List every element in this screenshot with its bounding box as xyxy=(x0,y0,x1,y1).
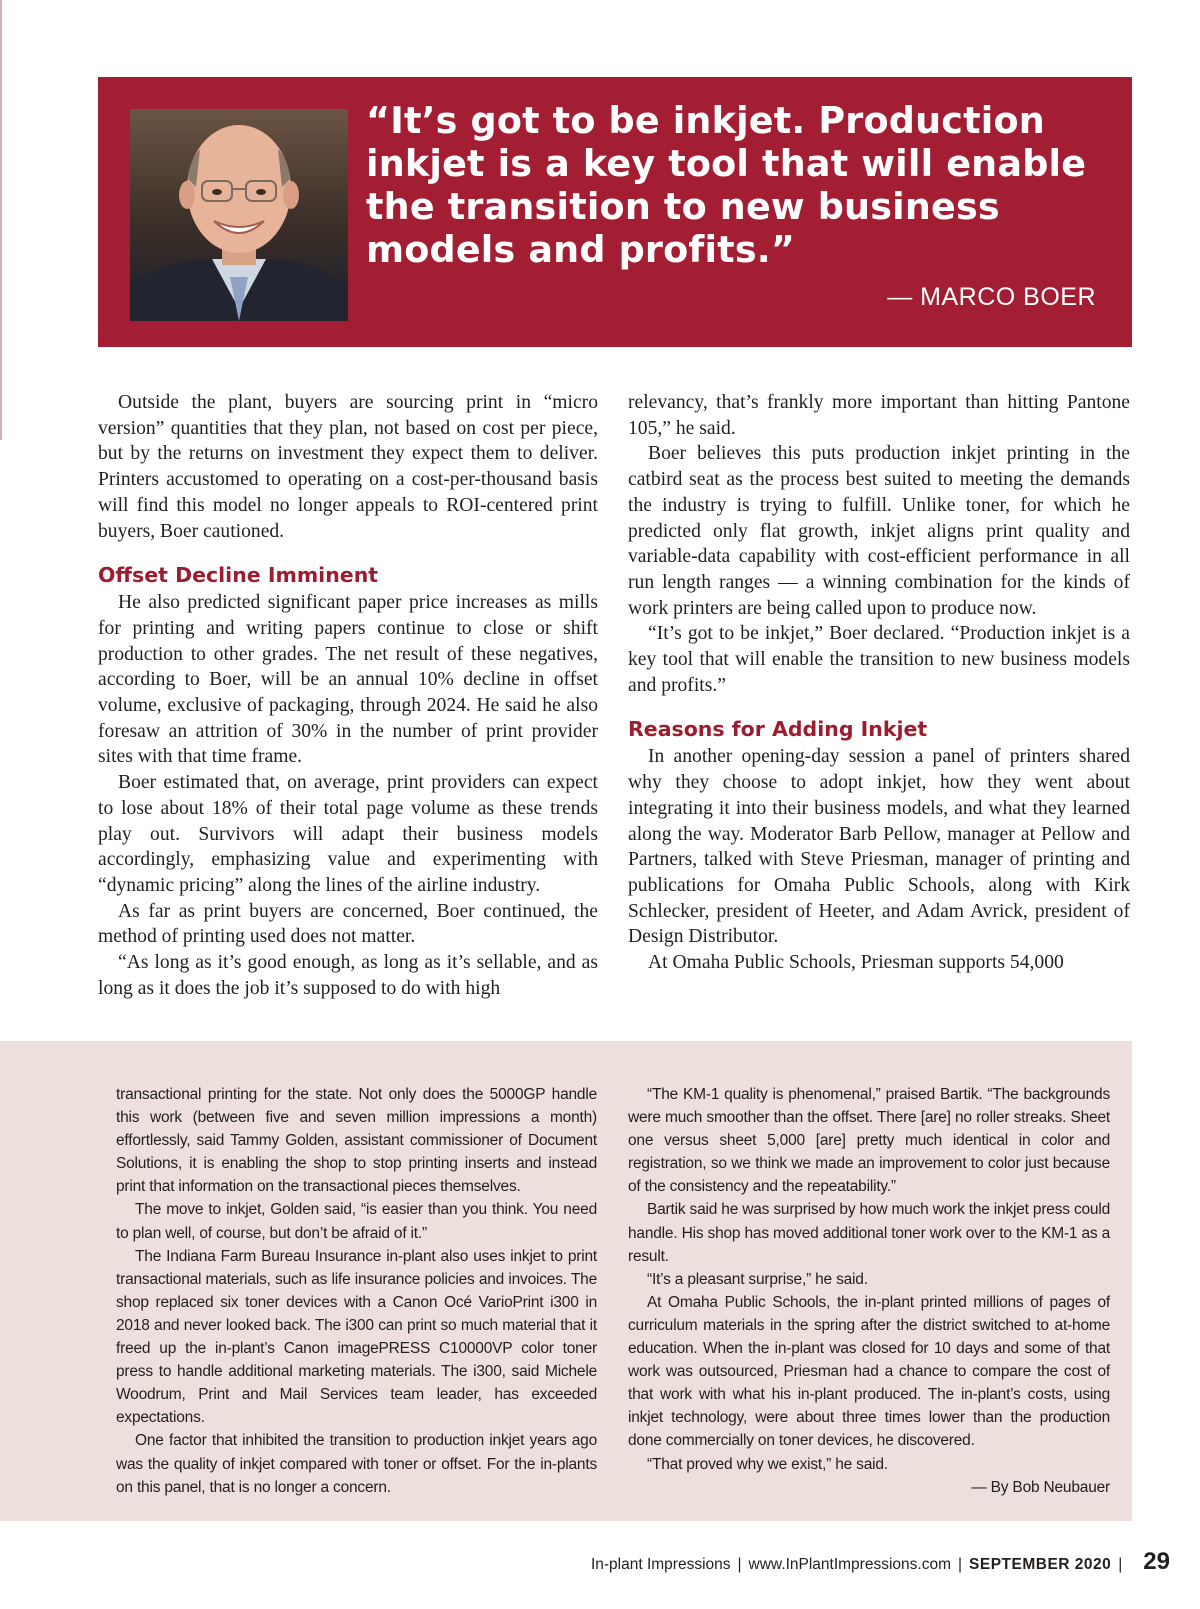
article-column-left xyxy=(98,390,598,1001)
article-paragraph: Boer estimated that, on average, print providers can expect to lose about 18% of their total page volume as these trends play out. Survivors will adapt their business models accordingly, emphasizing value and experimenting with “dynamic pricing” along the lines of the airline industry. xyxy=(98,772,598,896)
article-paragraph: In another opening-day session a panel of printers shared why they choose to adopt inkjet, how they went about integrating it into their business models, and what they learned along the way. Moderator Barb Pellow, manager at Pellow and Partners, talked with Steve Priesman, manager of printing and publications for Omaha Public Schools, along with Kirk Schlecker, president of Heeter, and Adam Avrick, president of Design Distributor. xyxy=(628,746,1130,948)
footer-issue: SEPTEMBER 2020 xyxy=(969,1556,1112,1573)
article-paragraph: relevancy, that’s frankly more important than hitting Pantone 105,” he said. xyxy=(628,392,1130,439)
article-column-right xyxy=(628,390,1130,976)
portrait-photo-icon xyxy=(130,109,348,321)
pull-quote-attribution: — MARCO BOER xyxy=(887,283,1096,311)
sidebar-paragraph: “That proved why we exist,” he said. xyxy=(647,1455,888,1473)
page-edge-mark xyxy=(0,0,2,440)
sidebar-paragraph: The move to inkjet, Golden said, “is easier than you think. You need to plan well, of course, but don’t be afraid of it.” xyxy=(116,1201,597,1242)
section-heading: Reasons for Adding Inkjet xyxy=(628,717,928,742)
sidebar-paragraph: “The KM-1 quality is phenomenal,” praised Bartik. “The backgrounds were much smoother than the offset. There [are] no roller streaks. Sheet one versus sheet 5,000 [are] pretty much identical in color and registration, so we think we made an improvement to color just because of the consistency and the repeatability.” xyxy=(628,1086,1110,1196)
article-paragraph: Outside the plant, buyers are sourcing print in “micro version” quantities that they plan, not based on cost per piece, but by the returns on investment they expect them to deliver. Printers accustomed to operating on a cost-per-thousand basis will find this model no longer appeals to ROI-centered print buyers, Boer cautioned. xyxy=(98,392,598,542)
sidebar-box xyxy=(0,1041,1132,1521)
article-paragraph: As far as print buyers are concerned, Boer continued, the method of printing used does not matter. xyxy=(98,900,598,948)
page-footer xyxy=(591,1548,1170,1576)
sidebar-byline: — By Bob Neubauer xyxy=(971,1478,1110,1496)
article-paragraph: He also predicted significant paper price increases as mills for printing and writing papers continue to close or shift production to other grades. The net result of these negatives, according to Boer, will be an annual 10% decline in offset volume, exclusive of packaging, through 2024. He said he also foresaw an attrition of 30% in the number of print provider sites with that time frame. xyxy=(98,592,598,768)
sidebar-paragraph: transactional printing for the state. Not only does the 5000GP handle this work (between five and seven million impressions a month) effortlessly, said Tammy Golden, assistant commissioner of Document Solutions, it is enabling the shop to stop printing inserts and instead print that information on the transactional pieces themselves. xyxy=(116,1086,597,1196)
sidebar-paragraph: “It’s a pleasant surprise,” he said. xyxy=(647,1270,868,1288)
footer-separator: | xyxy=(737,1556,742,1573)
pull-quote-text: “It’s got to be inkjet. Production inkjet is a key tool that will enable the transition to new business models and profits.” xyxy=(366,99,1087,271)
article-paragraph: At Omaha Public Schools, Priesman supports 54,000 xyxy=(648,952,1064,974)
sidebar-paragraph: At Omaha Public Schools, the in-plant printed millions of pages of curriculum materials in the spring after the district switched to at-home education. When the in-plant was closed for 10 days and some of that work was outsourced, Priesman had a chance to compare the cost of that work with what his in-plant produced. The in-plant’s costs, using inkjet technology, were about three times lower than the production done commercially on toner devices, he discovered. xyxy=(628,1293,1110,1450)
sidebar-paragraph: The Indiana Farm Bureau Insurance in-plant also uses inkjet to print transactional materials, such as life insurance policies and invoices. The shop replaced six toner devices with a Canon Océ VarioPrint i300 in 2018 and never looked back. The i300 can print so much material that it freed up the in-plant’s Canon imagePRESS C10000VP color toner press to handle additional marketing materials. The i300, said Michele Woodrum, Print and Mail Services team leader, has exceeded expectations. xyxy=(116,1247,597,1427)
sidebar-column-right xyxy=(628,1083,1110,1499)
pull-quote-banner xyxy=(98,77,1132,347)
article-paragraph: “It’s got to be inkjet,” Boer declared. “Production inkjet is a key tool that will enable the transition to new business models and profits.” xyxy=(628,623,1130,696)
article-paragraph: Boer believes this puts production inkjet printing in the catbird seat as the process best suited to meeting the demands the industry is trying to fulfill. Unlike toner, for which he predicted only flat growth, inkjet aligns print quality and variable-data capability with cost-efficient performance in all run length ranges — a winning combination for the kinds of work printers are being called upon to produce now. xyxy=(628,443,1130,619)
sidebar-paragraph: One factor that inhibited the transition to production inkjet years ago was the quality of inkjet compared with toner or offset. For the in-plants on this panel, that is no longer a concern. xyxy=(116,1432,597,1496)
article-paragraph: “As long as it’s good enough, as long as it’s sellable, and as long as it does the job it’s supposed to do with high xyxy=(98,952,598,999)
page-number: 29 xyxy=(1143,1548,1170,1575)
footer-separator: | xyxy=(1118,1556,1123,1573)
sidebar-paragraph: Bartik said he was surprised by how much work the inkjet press could handle. His shop has moved additional toner work over to the KM-1 as a result. xyxy=(628,1201,1110,1265)
footer-website: www.InPlantImpressions.com xyxy=(748,1556,951,1573)
section-heading: Offset Decline Imminent xyxy=(98,563,379,588)
footer-separator: | xyxy=(957,1556,963,1573)
footer-publication: In-plant Impressions xyxy=(590,1556,731,1573)
sidebar-column-left xyxy=(116,1083,597,1499)
